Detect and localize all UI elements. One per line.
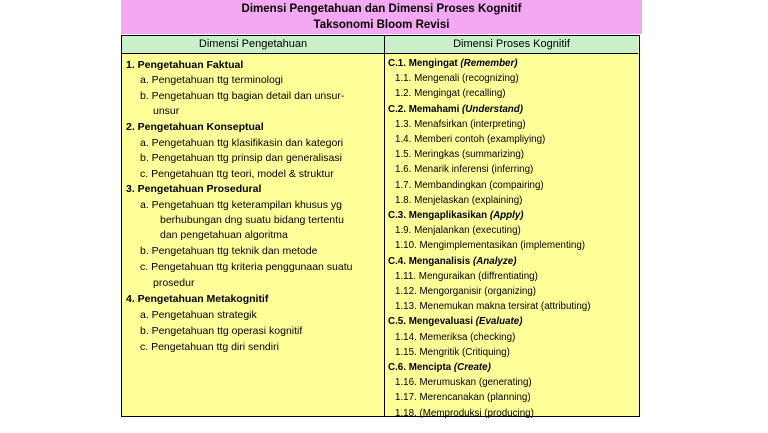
- title-line-2: Taksonomi Bloom Revisi: [313, 19, 450, 31]
- header-knowledge-dimension: Dimensi Pengetahuan: [122, 36, 385, 54]
- knowledge-subitem: a. Pengetahuan ttg keterampilan khusus yg: [140, 199, 342, 211]
- slide-title: [121, 0, 642, 34]
- knowledge-subitem: prosedur: [153, 277, 195, 289]
- cognitive-process-column: [385, 54, 638, 419]
- knowledge-subitem: unsur: [153, 105, 180, 117]
- knowledge-subitem: berhubungan dng suatu bidang tertentu: [160, 214, 344, 226]
- cognitive-subprocess: 1.3. Menafsirkan (interpreting): [395, 118, 526, 130]
- cognitive-subprocess: 1.8. Menjelaskan (explaining): [395, 194, 523, 206]
- cognitive-category-english: (Remember): [460, 58, 518, 69]
- cognitive-category-english: (Apply): [489, 210, 524, 221]
- cognitive-category-label: C.1. Mengingat: [388, 58, 461, 69]
- cognitive-category-heading: [388, 254, 517, 269]
- cognitive-subprocess: 1.5. Meringkas (summarizing): [395, 149, 525, 161]
- cognitive-category-english: (Understand): [462, 103, 524, 115]
- cognitive-category-label: C.6. Mencipta: [388, 362, 454, 373]
- cognitive-subprocess: 1.4. Memberi contoh (exampliying): [395, 134, 546, 145]
- knowledge-subitem: dan pengetahuan algoritma: [160, 229, 288, 241]
- cognitive-subprocess: 1.13. Menemukan makna tersirat (attributing): [395, 301, 591, 313]
- cognitive-subprocess: 1.10. Mengimplementasikan (implementing): [395, 240, 586, 252]
- knowledge-subitem: b. Pengetahuan ttg teknik dan metode: [140, 245, 318, 257]
- cognitive-subprocess: 1.6. Menarik inferensi (inferring): [395, 164, 534, 176]
- cognitive-category-heading: [388, 56, 518, 71]
- title-line-1: Dimensi Pengetahuan dan Dimensi Proses Kognitif: [241, 3, 522, 15]
- cognitive-subprocess: 1.7. Membandingkan (compairing): [395, 179, 544, 191]
- knowledge-subitem: a. Pengetahuan ttg klasifikasin dan kategori: [140, 137, 344, 149]
- cognitive-category-label: C.3. Mengaplikasikan: [388, 210, 490, 221]
- cognitive-category-heading: [388, 102, 523, 117]
- knowledge-category-heading: 1. Pengetahuan Faktual: [126, 59, 244, 71]
- cognitive-subprocess: 1.2. Mengingat (recalling): [395, 88, 506, 100]
- cognitive-subprocess: 1.9. Menjalankan (executing): [395, 225, 521, 237]
- cognitive-category-heading: [388, 314, 523, 329]
- cognitive-category-label: C.2. Memahami: [388, 103, 463, 115]
- cognitive-subprocess: 1.12. Mengorganisir (organizing): [395, 286, 537, 297]
- knowledge-subitem: c. Pengetahuan ttg kriteria penggunaan suatu: [140, 261, 353, 273]
- cognitive-subprocess: 1.18. (Memproduksi (producing): [395, 407, 534, 419]
- knowledge-category-heading: 2. Pengetahuan Konseptual: [126, 121, 264, 133]
- cognitive-subprocess: 1.16. Merumuskan (generating): [395, 377, 532, 389]
- cognitive-subprocess: 1.14. Memeriksa (checking): [395, 331, 516, 343]
- cognitive-subprocess: 1.11. Menguraikan (diffrentiating): [395, 270, 538, 282]
- knowledge-subitem: a. Pengetahuan ttg terminologi: [140, 74, 284, 86]
- knowledge-subitem: b. Pengetahuan ttg prinsip dan generalisasi: [140, 152, 342, 164]
- cognitive-subprocess: 1.17. Merencanakan (planning): [395, 392, 531, 404]
- knowledge-subitem: c. Pengetahuan ttg diri sendiri: [140, 341, 279, 353]
- cognitive-category-heading: [388, 208, 524, 223]
- cognitive-category-english: (Evaluate): [475, 316, 523, 328]
- knowledge-category-heading: 3. Pengetahuan Prosedural: [126, 183, 262, 195]
- knowledge-subitem: b. Pengetahuan ttg operasi kognitif: [140, 325, 303, 337]
- cognitive-category-label: C.4. Menganalisis: [388, 255, 473, 267]
- cognitive-category-heading: [388, 360, 491, 375]
- knowledge-subitem: a. Pengetahuan strategik: [140, 309, 257, 321]
- knowledge-dimension-column: [122, 54, 385, 416]
- taxonomy-table: [121, 35, 640, 417]
- header-cognitive-process-dimension: Dimensi Proses Kognitif: [385, 36, 638, 54]
- cognitive-category-english: (Create): [453, 362, 491, 373]
- knowledge-category-heading: 4. Pengetahuan Metakognitif: [126, 293, 269, 305]
- cognitive-subprocess: 1.1. Mengenali (recognizing): [395, 73, 519, 85]
- knowledge-subitem: c. Pengetahuan ttg teori, model & struktur: [140, 168, 334, 180]
- knowledge-subitem: b. Pengetahuan ttg bagian detail dan unsur-: [140, 90, 345, 102]
- cognitive-category-english: (Analyze): [472, 255, 517, 267]
- cognitive-category-label: C.5. Mengevaluasi: [388, 316, 476, 328]
- cognitive-subprocess: 1.15. Mengritik (Critiquing): [395, 346, 510, 358]
